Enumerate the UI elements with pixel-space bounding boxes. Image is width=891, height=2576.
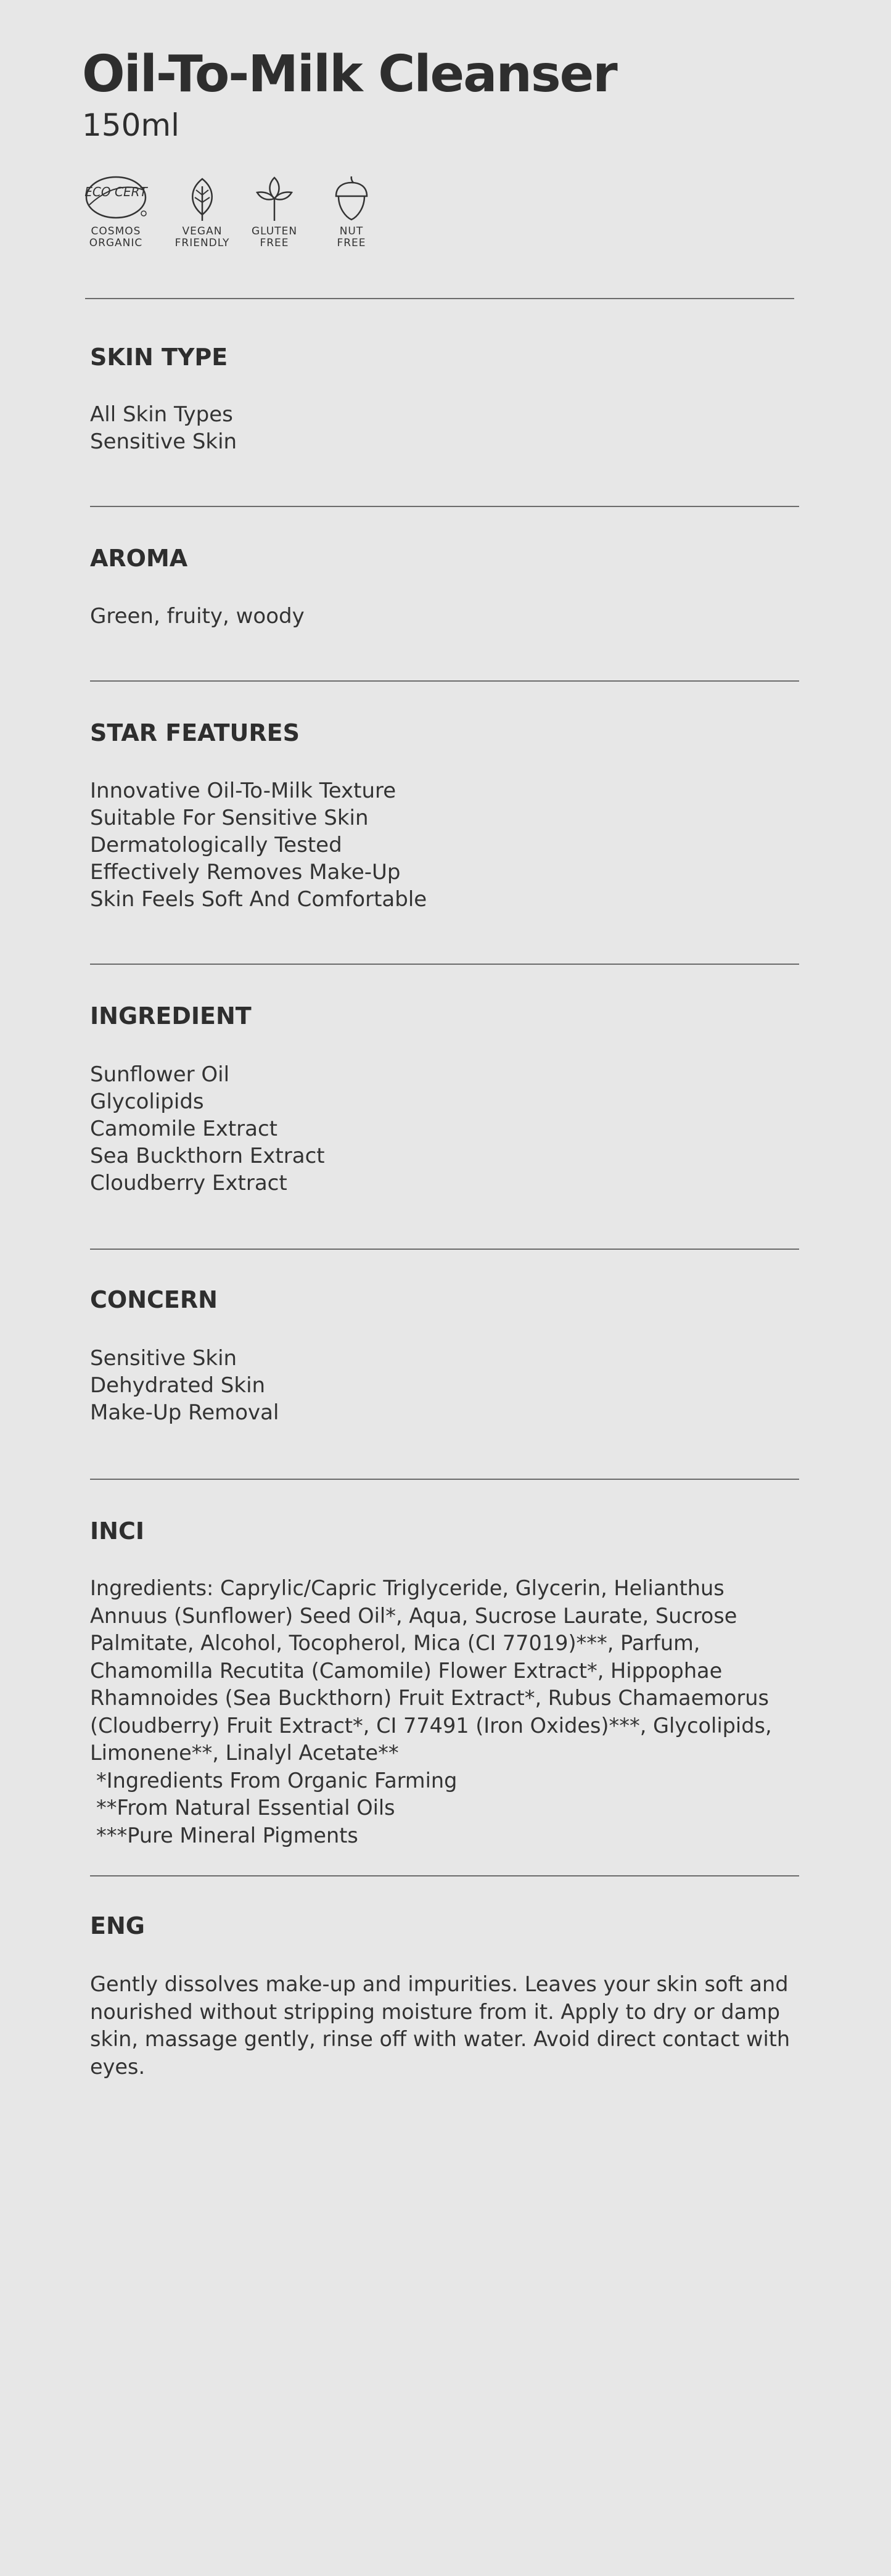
badge-vegan-friendly: [165, 174, 239, 249]
section-heading-inci: INCI: [90, 1517, 144, 1545]
list-item: Camomile Extract: [90, 1117, 278, 1141]
divider: [90, 1249, 799, 1250]
list-item: Innovative Oil-To-Milk Texture: [90, 778, 396, 803]
aroma-list: [90, 603, 305, 630]
acorn-icon: [330, 174, 373, 222]
list-item: Sensitive Skin: [90, 1346, 237, 1371]
badge-label-gluten-free: GLUTEN FREE: [251, 225, 298, 249]
list-item: Cloudberry Extract: [90, 1171, 287, 1195]
list-item: Dermatologically Tested: [90, 833, 342, 857]
section-heading-eng: ENG: [90, 1912, 145, 1939]
section-heading-ingredient: INGREDIENT: [90, 1002, 252, 1030]
section-heading-star-features: STAR FEATURES: [90, 719, 300, 746]
list-item: Skin Feels Soft And Comfortable: [90, 887, 427, 912]
list-item: Glycolipids: [90, 1089, 204, 1114]
badge-label-nut-free: NUT FREE: [337, 225, 366, 249]
section-heading-skin-type: SKIN TYPE: [90, 344, 228, 371]
divider: [90, 506, 799, 507]
list-item: Sunflower Oil: [90, 1062, 230, 1087]
product-title: Oil-To-Milk Cleanser: [82, 45, 617, 104]
ecocert-icon: [83, 174, 149, 222]
badge-cosmos-organic: [79, 174, 153, 249]
inci-footnote: *Ingredients From Organic Farming: [96, 1768, 458, 1793]
concern-list: [90, 1345, 279, 1426]
inci-ingredients-text: Ingredients: Caprylic/Capric Triglyceride, Glycerin, Helianthus Annuus (Sunflower) Seed Oil*, Aqua, Sucrose Laurate, Sucrose Palmitate, Alcohol, Tocopherol, Mica (CI 77019)***, Parfum, Chamomilla Recutita (Camomile) Flower Extract*, Hippophae Rhamnoides (Sea Buckthorn) Fruit Extract*, Rubus Chamaemorus (Cloudberry) Fruit Extract*, CI 77491 (Iron Oxides)***, Glycolipids, Limonene**, Linalyl Acetate**: [90, 1576, 772, 1765]
list-item: Suitable For Sensitive Skin: [90, 806, 369, 830]
ecocert-logo-text-eco: ECO CERT: [84, 184, 147, 199]
section-heading-aroma: AROMA: [90, 545, 188, 572]
skin-type-list: [90, 401, 237, 455]
divider: [90, 1875, 799, 1876]
list-item: Sea Buckthorn Extract: [90, 1144, 325, 1168]
leaf-icon: [178, 174, 227, 222]
divider: [90, 680, 799, 682]
list-item: Green, fruity, woody: [90, 604, 305, 629]
inci-block: [90, 1575, 799, 1849]
ingredient-list: [90, 1061, 325, 1197]
star-features-list: [90, 777, 427, 913]
product-volume: 150ml: [82, 107, 180, 143]
inci-footnote: ***Pure Mineral Pigments: [96, 1823, 358, 1847]
list-item: Effectively Removes Make-Up: [90, 860, 401, 885]
badge-label-cosmos-organic: COSMOS ORGANIC: [89, 225, 143, 249]
divider: [85, 298, 794, 299]
list-item: Make-Up Removal: [90, 1400, 279, 1425]
list-item: Dehydrated Skin: [90, 1373, 266, 1398]
section-heading-concern: CONCERN: [90, 1286, 218, 1313]
divider: [90, 1479, 799, 1480]
list-item: All Skin Types: [90, 402, 233, 427]
badge-nut-free: [321, 174, 382, 249]
list-item: Sensitive Skin: [90, 429, 237, 454]
divider: [90, 964, 799, 965]
badge-gluten-free: [237, 174, 311, 249]
badge-label-vegan-friendly: VEGAN FRIENDLY: [175, 225, 230, 249]
eng-description: Gently dissolves make-up and impurities. Leaves your skin soft and nourished without stripping moisture from it. Apply to dry or damp skin, massage gently, rinse off with water. Avoid direct contact with eyes.: [90, 1972, 790, 2079]
wheat-icon: [250, 174, 299, 222]
inci-footnote: **From Natural Essential Oils: [96, 1796, 395, 1820]
certification-badges: [79, 174, 400, 254]
